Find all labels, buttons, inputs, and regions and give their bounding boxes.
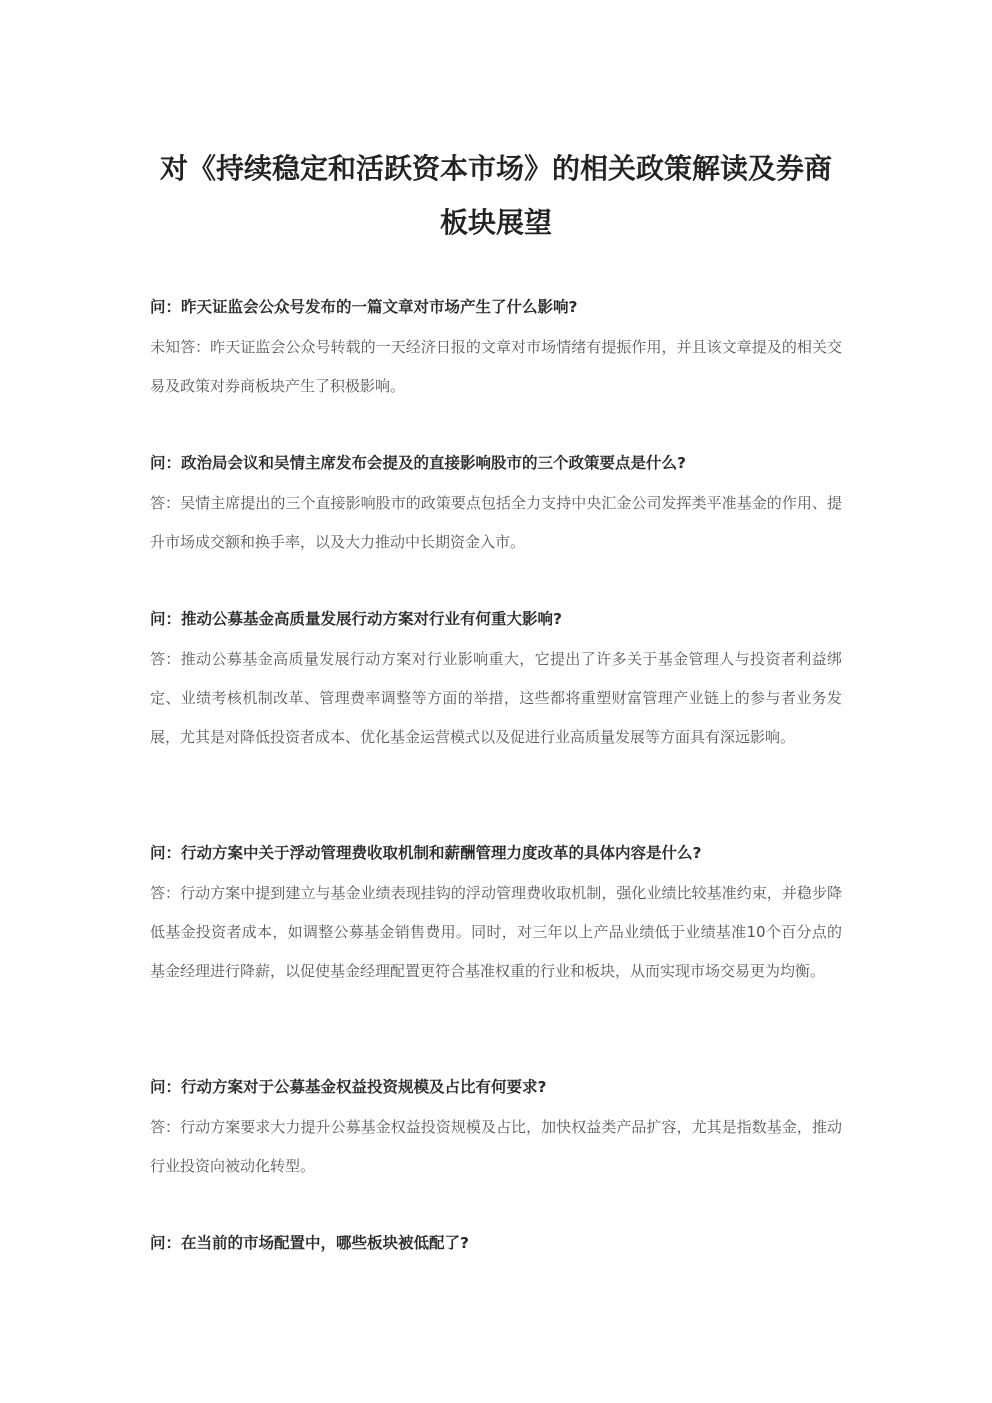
question-text: 问：昨天证监会公众号发布的一篇文章对市场产生了什么影响? <box>150 298 578 316</box>
question-text: 问：在当前的市场配置中，哪些板块被低配了? <box>150 1234 469 1252</box>
question-text: 问：政治局会议和吴情主席发布会提及的直接影响股市的三个政策要点是什么? <box>150 454 686 472</box>
qa-item <box>150 842 842 991</box>
answer-text: 答：行动方案中提到建立与基金业绩表现挂钩的浮动管理费收取机制，强化业绩比较基准约束，并稳步降低基金投资者成本，如调整公募基金销售费用。同时，对三年以上产品业绩低于业绩基准10个百分点的基金经理进行降薪，以促使基金经理配置更符合基准权重的行业和板块，从而实现市场交易更为均衡。 <box>150 884 842 980</box>
question-text: 问：行动方案中关于浮动管理费收取机制和薪酬管理力度改革的具体内容是什么? <box>150 844 702 862</box>
question-text: 问：行动方案对于公募基金权益投资规模及占比有何要求? <box>150 1078 547 1096</box>
question-text: 问：推动公募基金高质量发展行动方案对行业有何重大影响? <box>150 610 562 628</box>
answer-text: 答：行动方案要求大力提升公募基金权益投资规模及占比，加快权益类产品扩容，尤其是指数基金，推动行业投资向被动化转型。 <box>150 1118 842 1175</box>
qa-item <box>150 452 842 562</box>
qa-item <box>150 1076 842 1186</box>
qa-item <box>150 608 842 757</box>
answer-text: 答：吴情主席提出的三个直接影响股市的政策要点包括全力支持中央汇金公司发挥类平准基金的作用、提升市场成交额和换手率，以及大力推动中长期资金入市。 <box>150 494 842 551</box>
qa-item <box>150 296 842 406</box>
answer-text: 未知答：昨天证监会公众号转载的一天经济日报的文章对市场情绪有提振作用，并且该文章提及的相关交易及政策对券商板块产生了积极影响。 <box>150 338 842 395</box>
qa-item <box>150 1232 842 1264</box>
document-title: 对《持续稳定和活跃资本市场》的相关政策解读及券商板块展望 <box>159 152 832 239</box>
answer-text: 答：推动公募基金高质量发展行动方案对行业影响重大，它提出了许多关于基金管理人与投资者利益绑定、业绩考核机制改革、管理费率调整等方面的举措，这些都将重塑财富管理产业链上的参与者业务发展，尤其是对降低投资者成本、优化基金运营模式以及促进行业高质量发展等方面具有深远影响。 <box>150 650 842 746</box>
